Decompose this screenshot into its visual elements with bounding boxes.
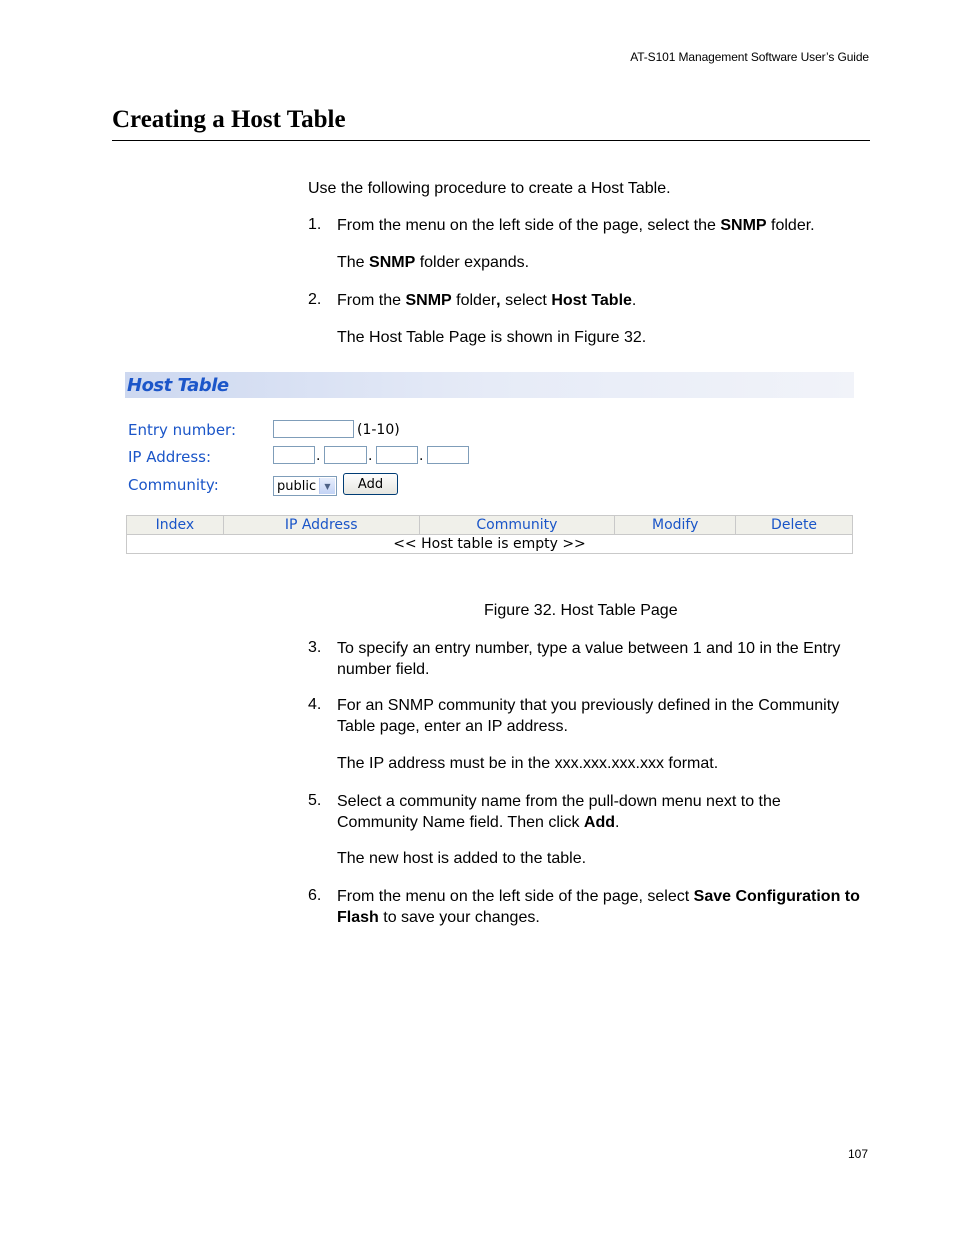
ip-octet-2-input[interactable] (324, 446, 367, 464)
running-header: AT-S101 Management Software User’s Guide (630, 50, 869, 64)
figure-banner-title: Host Table (127, 375, 229, 396)
empty-table-message: << Host table is empty >> (127, 535, 853, 554)
host-table-figure (125, 372, 855, 557)
community-label: Community: (128, 476, 219, 494)
step-3-text: To specify an entry number, type a value between 1 and 10 in the Entry number field. (337, 640, 841, 678)
step-1-text: From the menu on the left side of the page, select the SNMP folder. (337, 217, 815, 234)
ip-octet-3-input[interactable] (376, 446, 418, 464)
ip-separator: . (368, 448, 373, 464)
ip-octet-4-input[interactable] (427, 446, 469, 464)
step-2-result: The Host Table Page is shown in Figure 32. (337, 329, 647, 346)
step-5-number: 5. (308, 792, 322, 809)
step-5-text: Select a community name from the pull-down menu next to the Community Name field. Then click Add. (337, 793, 781, 831)
chevron-down-icon[interactable]: ▼ (319, 478, 335, 494)
ip-address-label: IP Address: (128, 448, 212, 466)
entry-number-label: Entry number: (128, 421, 237, 439)
host-table-header-row (127, 516, 853, 535)
step-4-text: For an SNMP community that you previously defined in the Community Table page, enter an IP address. (337, 697, 840, 735)
column-header-delete: Delete (736, 516, 853, 535)
column-header-index: Index (127, 516, 224, 535)
step-6-number: 6. (308, 887, 322, 904)
figure-banner (125, 372, 854, 398)
community-select[interactable] (273, 476, 337, 496)
ip-octet-1-input[interactable] (273, 446, 315, 464)
community-select-value: public (277, 479, 317, 494)
table-row (127, 535, 853, 554)
intro-paragraph: Use the following procedure to create a Host Table. (308, 180, 671, 197)
step-4-result: The IP address must be in the xxx.xxx.xxx.xxx format. (337, 755, 719, 772)
entry-number-hint: (1-10) (357, 422, 400, 438)
add-button[interactable]: Add (343, 473, 398, 495)
step-4-number: 4. (308, 696, 322, 713)
step-2-text: From the SNMP folder, select Host Table. (337, 292, 637, 309)
column-header-ip-address: IP Address (223, 516, 419, 535)
step-1-result: The SNMP folder expands. (337, 254, 530, 271)
column-header-modify: Modify (615, 516, 736, 535)
step-2-number: 2. (308, 291, 322, 308)
ip-separator: . (316, 448, 321, 464)
step-3-number: 3. (308, 639, 322, 656)
column-header-community: Community (419, 516, 615, 535)
step-1-number: 1. (308, 216, 322, 233)
step-6-text: From the menu on the left side of the page, select Save Configuration to Flash to save your changes. (337, 888, 860, 926)
figure-caption: Figure 32. Host Table Page (484, 602, 678, 619)
page-number: 107 (847, 1147, 868, 1161)
ip-separator: . (419, 448, 424, 464)
title-rule (112, 140, 870, 141)
host-table (126, 515, 853, 554)
entry-number-input[interactable] (273, 420, 354, 438)
step-5-result: The new host is added to the table. (337, 850, 587, 867)
section-title: Creating a Host Table (112, 106, 346, 133)
